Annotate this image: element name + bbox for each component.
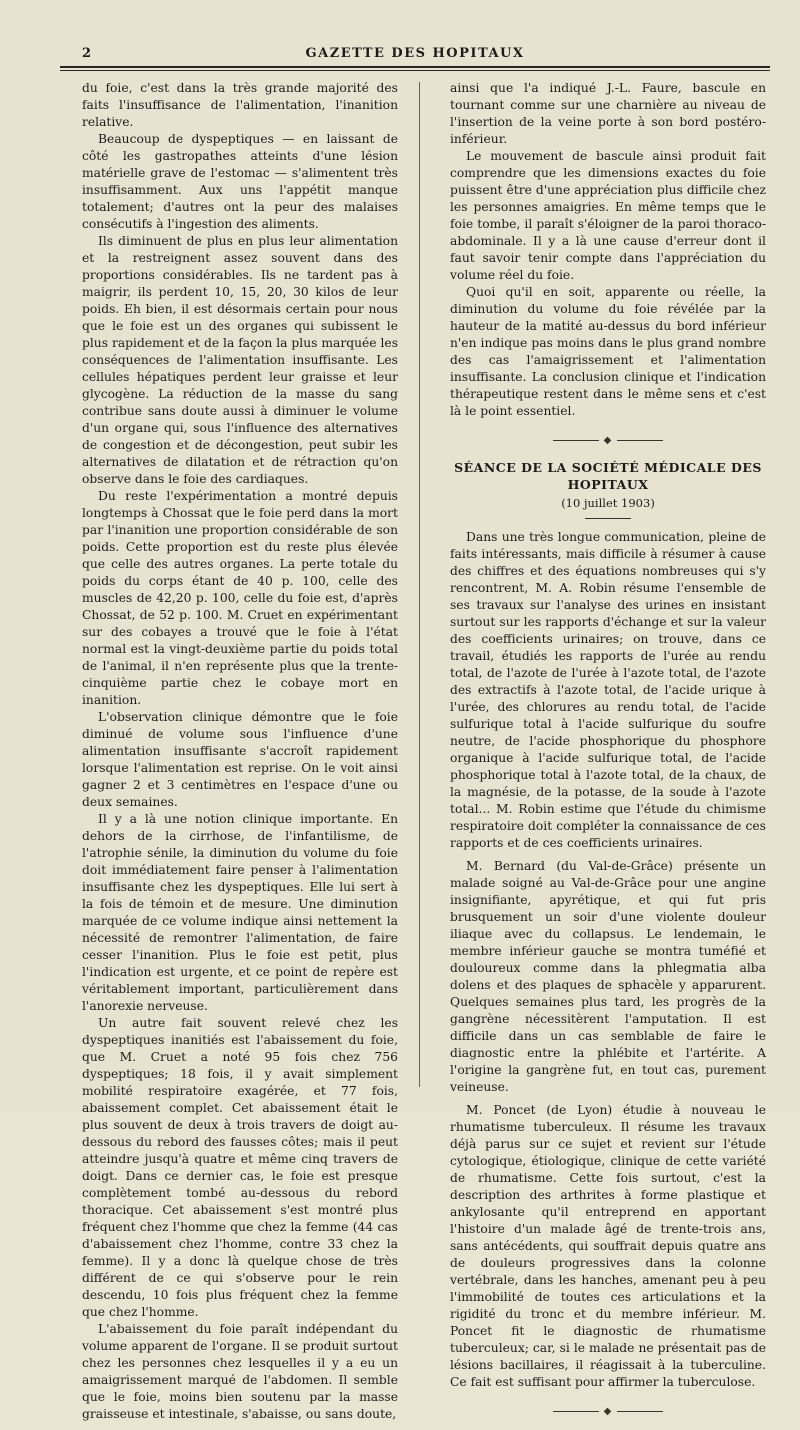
paragraph: du foie, c'est dans la très grande majorité des faits l'insuffisance de l'alimentation, l'inanition relative. — [82, 81, 398, 129]
paragraph: Ils diminuent de plus en plus leur alimentation et la restreignent assez souvent dans des proportions considérables. Ils ne tardent pas à maigrir, ils perdent 10, 15, 20, 30 kilos de leur poids. Eh bien, il est désormais certain pour nous que le foie est un des organes qui subissent le plus rapidement et de la façon la plus marquée les conséquences de l'alimentation insuffisante. Les cellules hépatiques perdent leur graisse et leur glycogène. La réduction de la masse du sang contribue sans doute aussi à diminuer le volume d'un organe qui, sous l'influence des alternatives de congestion et de décongestion, peut subir les alternatives de dilatation et de rétraction qu'on observe dans le foie des cardiaques. — [82, 234, 398, 486]
paragraph: Il y a là une notion clinique importante. En dehors de la cirrhose, de l'infantilisme, de l'atrophie sénile, la diminution du volume du foie doit immédiatement faire penser à l'alimentation insuffisante chez les dyspeptiques. Elle lui sert à la fois de témoin et de mesure. Une diminution marquée de ce volume indique ainsi nettement la nécessité de remontrer l'alimentation, de faire cesser l'inanition. Plus le foie est petit, plus l'indication est urgente, et ce point de repère est véritablement important, particulièrement dans l'anorexie nerveuse. — [82, 812, 398, 1013]
section-title: SÉANCE DE LA SOCIÉTÉ MÉDICALE DES HOPITAUX — [454, 460, 762, 492]
paragraph: ainsi que l'a indiqué J.-L. Faure, bascule en tournant comme sur une charnière au niveau de l'insertion de la veine porte à son bord postéro-inférieur. — [450, 81, 766, 146]
section-separator-ornament: ◆ — [450, 432, 766, 449]
paragraph: Un autre fait souvent relevé chez les dyspeptiques inanitiés est l'abaissement du foie, que M. Cruet a noté 95 fois chez 756 dyspeptiques; 18 fois, il y avait simplement mobilité respiratoire exagérée, et 77 fois, abaissement complet. Cet abaissement était le plus souvent de deux à trois travers de doigt au-dessous du rebord des fausses côtes; mais il peut atteindre jusqu'à quatre et même cinq travers de doigt. Dans ce dernier cas, le foie est presque complètement tombé au-dessous du rebord thoracique. Cet abaissement s'est montré plus fréquent chez l'homme que chez la femme (44 cas d'abaissement chez l'homme, contre 33 chez la femme). Il y a donc là quelque chose de très différent de ce qui s'observe pour le rein descendu, 10 fois plus fréquent chez la femme que chez l'homme. — [82, 1016, 398, 1319]
paragraph: M. Bernard (du Val-de-Grâce) présente un malade soigné au Val-de-Grâce pour une angine insignifiante, apyrétique, et qui fut pris brusquement un soir d'une violente douleur iliaque avec du collapsus. Le lendemain, le membre inférieur gauche se montra tuméfié et douloureux comme dans la phlegmatia alba dolens et des plaques de sphacèle y apparurent. Quelques semaines plus tard, les progrès de la gangrène nécessitèrent l'amputation. Il est difficile dans un cas semblable de faire le diagnostic entre la phlébite et l'artérite. A l'origine la gangrène fut, en tout cas, purement veineuse. — [450, 859, 766, 1094]
paragraph: Le mouvement de bascule ainsi produit fait comprendre que les dimensions exactes du foie puissent être d'une appréciation plus difficile chez les personnes amaigries. En même temps que le foie tombe, il paraît s'éloigner de la paroi thoraco-abdominale. Il y a là une cause d'erreur dont il faut savoir tenir compte dans l'appréciation du volume réel du foie. — [450, 149, 766, 282]
paragraph: Dans une très longue communication, pleine de faits intéressants, mais difficile à résumer à cause des chiffres et des équations nombreuses qui s'y rencontrent, M. A. Robin résume l'ensemble de ses travaux sur l'analyse des urines en insistant surtout sur les rapports d'échange et sur la valeur des coefficients urinaires; on trouve, dans ce travail, étudiés les rapports de l'urée au rendu total, de l'azote de l'urée à l'azote total, de l'azote des extractifs à l'azote total, de l'acide urique à l'urée, des chlorures au rendu total, de l'acide sulfurique total à l'acide sulfurique du soufre neutre, de l'acide phosphorique du phosphore organique à l'acide sulfurique total, de l'acide phosphorique total à l'azote total, de la chaux, de la magnésie, de la potasse, de la soude à l'azote total... M. Robin estime que l'étude du chimisme respiratoire doit compléter la connaissance de ces rapports et de ces coefficients urinaires. — [450, 530, 766, 850]
paragraph: L'abaissement du foie paraît indépendant du volume apparent de l'organe. Il se produit surtout chez les personnes chez lesquelles il y a eu un amaigrissement marqué de l'abdomen. Il semble que le foie, moins bien soutenu par la masse graisseuse et intestinale, s'abaisse, ou sans doute, — [82, 1322, 398, 1421]
paragraph: M. Poncet (de Lyon) étudie à nouveau le rhumatisme tuberculeux. Il résume les travaux déjà parus sur ce sujet et revient sur l'étude cytologique, étiologique, clinique de cette variété de rhumatisme. Cette fois surtout, c'est la description des arthrites à forme plastique et ankylosante qu'il entreprend en apportant l'histoire d'un malade âgé de trente-trois ans, sans antécédents, qui souffrait depuis quatre ans de douleurs progressives dans la colonne vertébrale, dans les hanches, amenant peu à peu l'immobilité de toutes ces articulations et la rigidité du tronc et du membre inférieur. M. Poncet fit le diagnostic de rhumatisme tuberculeux; car, si le malade ne présentait pas de lésions bacillaires, il réagissait à la tuberculine. Ce fait est suffisant pour affirmer la tuberculose. — [450, 1103, 766, 1389]
header-rule — [60, 66, 770, 68]
journal-title: GAZETTE DES HOPITAUX — [305, 46, 525, 61]
paragraph: Quoi qu'il en soit, apparente ou réelle, la diminution du volume du foie révélée par la hauteur de la matité au-dessus du bord inférieur n'en indique pas moins dans le plus grand nombre des cas l'amaigrissement et l'alimentation insuffisante. La conclusion clinique et l'indication thérapeutique restent dans le même sens et c'est là le point essentiel. — [450, 285, 766, 418]
header-rule-thin — [60, 70, 770, 71]
page-number: 2 — [82, 46, 92, 61]
section-date: (10 juillet 1903) — [561, 496, 655, 510]
right-column — [450, 80, 766, 1430]
paragraph: L'observation clinique démontre que le foie diminué de volume sous l'influence d'une alimentation insuffisante s'accroît rapidement lorsque l'alimentation est reprise. On le voit ainsi gagner 2 et 3 centimètres en l'espace d'une ou deux semaines. — [82, 710, 398, 809]
paragraph: Beaucoup de dyspeptiques — en laissant de côté les gastropathes atteints d'une lésion matérielle grave de l'estomac — s'alimentent très insuffisamment. Aux uns l'appétit manque totalement; d'autres ont la peur des malaises consécutifs à l'ingestion des aliments. — [82, 132, 398, 231]
section-rule — [585, 518, 631, 519]
paragraph: Du reste l'expérimentation a montré depuis longtemps à Chossat que le foie perd dans la mort par l'inanition une proportion considérable de son poids. Cette proportion est du reste plus élevée que celle des autres organes. La perte totale du poids du corps étant de 40 p. 100, celle des muscles de 42,20 p. 100, celle du foie est, d'après Chossat, de 52 p. 100. M. Cruet en expérimentant sur des cobayes a trouvé que le foie à l'état normal est la vingt-deuxième partie du poids total de l'animal, il n'en représente plus que la trente-cinquième partie chez le cobaye mort en inanition. — [82, 489, 398, 707]
end-ornament: ◆ — [450, 1403, 766, 1420]
left-column — [82, 80, 398, 1423]
column-divider — [419, 82, 420, 1087]
